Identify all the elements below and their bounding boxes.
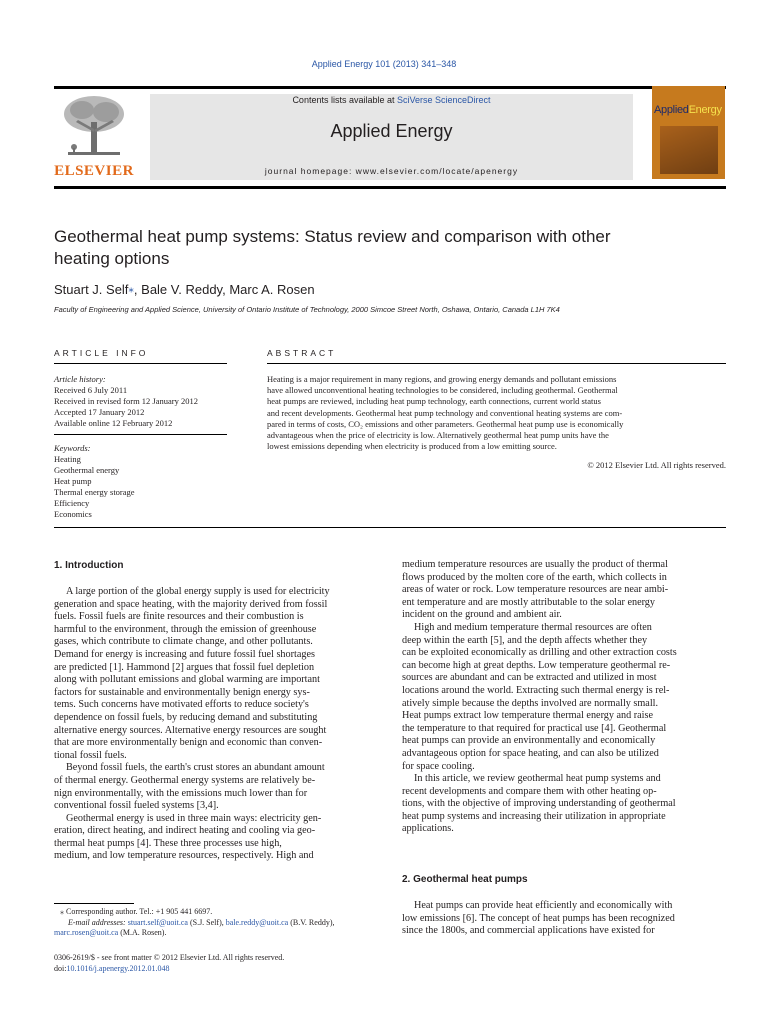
body-line: applications. — [402, 823, 454, 835]
body-line: are predicted [1]. Hammond [2] argues that fossil fuel depletion — [54, 661, 315, 673]
article-history — [54, 374, 234, 429]
body-line: tional fossil fuels. — [54, 749, 127, 761]
body-line: factors for sustainable and environmentally benign energy sys- — [54, 686, 310, 698]
email-link-reddy[interactable]: bale.reddy@uoit.ca — [225, 917, 289, 927]
footnote-rule — [54, 903, 134, 904]
section-2-text — [402, 900, 726, 938]
body-line: Heat pumps can provide heat efficiently and economically with — [414, 900, 673, 911]
keywords-block — [54, 443, 234, 520]
corresponding-author-mark[interactable]: ⁎ — [128, 283, 134, 295]
author-first: Stuart J. Self — [54, 282, 129, 297]
keyword-item: Thermal energy storage — [54, 487, 135, 497]
keywords-rule — [54, 434, 227, 435]
email-label: E-mail addresses: — [68, 917, 126, 927]
body-line: incident on the ground and ambient air. — [402, 609, 562, 621]
history-label: Article history: — [54, 374, 106, 384]
corresponding-author-note: ⁎ Corresponding author. Tel.: +1 905 441 6697. — [60, 907, 213, 916]
abstract-heading: ABSTRACT — [267, 348, 337, 358]
article-info-heading: ARTICLE INFO — [54, 348, 149, 358]
body-line: flows produced by the molten core of the earth, which collects in — [402, 571, 667, 583]
body-line: In this article, we review geothermal heat pump systems and — [414, 773, 661, 785]
body-line: tions, with the objective of improving understanding of geothermal — [402, 798, 676, 810]
abstract-line: have allowed unconventional heating technologies to be considered, including geothermal. Geothermal — [267, 385, 618, 396]
section-1-heading: 1. Introduction — [54, 560, 124, 571]
footnotes — [54, 907, 380, 939]
doi-prefix: doi: — [54, 963, 67, 973]
body-line: A large portion of the global energy supply is used for electricity — [66, 586, 330, 597]
abstract-rule — [267, 363, 726, 364]
article-title-line1: Geothermal heat pump systems: Status review and comparison with other — [54, 227, 611, 246]
history-online: Available online 12 February 2012 — [54, 418, 173, 428]
email-link-self[interactable]: stuart.self@uoit.ca — [127, 917, 188, 927]
body-line: alternative energy sources. Alternative energy resources are sought — [54, 724, 327, 736]
keyword-item: Geothermal energy — [54, 465, 120, 475]
body-line: low emissions [6]. The concept of heat pumps has been recognized — [402, 912, 675, 924]
body-line: advantageous option for space heating, and can also be utilized — [402, 747, 659, 759]
affiliation: Faculty of Engineering and Applied Science, University of Ontario Institute of Technology, 2000 Simcoe Street North, Oshawa, Ontario, Canada L1H 7K4 — [54, 305, 560, 314]
body-line: the temperature to that required for practical use [4]. Geothermal — [402, 722, 667, 734]
body-line: medium, and low temperature resources, respectively. High and — [54, 850, 314, 862]
body-line: tems. Such concerns have motivated efforts to reduce society's — [54, 699, 309, 711]
body-line: since the 1800s, and commercial applications have existed for — [402, 925, 655, 937]
contents-line — [150, 95, 633, 105]
journal-title: Applied Energy — [330, 121, 453, 141]
body-line: High and medium temperature thermal resources are often — [414, 621, 652, 633]
cover-title-applied: Applied — [654, 104, 689, 116]
history-accepted: Accepted 17 January 2012 — [54, 407, 145, 417]
body-line: sources are abundant and can be extracted and utilized in most — [402, 672, 657, 684]
abstract-line: and recent developments. Geothermal heat pump technology and conventional heating systems are com- — [267, 407, 623, 418]
body-line: for space cooling. — [402, 760, 475, 772]
body-line: Geothermal energy is used in three main ways: electricity gen- — [66, 812, 322, 824]
issn-line: 0306-2619/$ - see front matter © 2012 Elsevier Ltd. All rights reserved. — [54, 953, 285, 962]
body-line: deep within the earth [5], and the depth affects whether they — [402, 634, 648, 646]
body-line: Demand for energy is increasing and future fossil fuel shortages — [54, 648, 315, 660]
body-line: locations around the world. Extracting such thermal energy is rel- — [402, 684, 670, 696]
body-line: recent developments and compare them with other heating op- — [402, 785, 657, 797]
body-line: Beyond fossil fuels, the earth's crust stores an abundant amount — [66, 762, 325, 774]
section-2-heading: 2. Geothermal heat pumps — [402, 874, 528, 885]
abstract-line: advantageous when the price of electricity is low. Alternatively geothermal heat pump units have the — [267, 430, 609, 441]
issn-block — [54, 953, 384, 974]
keyword-item: Efficiency — [54, 498, 90, 508]
doi-link[interactable]: 10.1016/j.apenergy.2012.01.048 — [66, 963, 170, 973]
body-line: conventional fossil fueled systems [3,4]. — [54, 800, 219, 812]
article-title — [54, 226, 694, 270]
author-rest: , Bale V. Reddy, Marc A. Rosen — [133, 282, 315, 297]
cover-title-energy: Energy — [688, 104, 722, 116]
body-line: ent temperature and are mostly attributable to the solar energy — [402, 596, 655, 608]
keyword-item: Economics — [54, 509, 92, 519]
elsevier-tree-logo — [54, 92, 134, 162]
abstract-line: lowest emissions depending when electricity is produced from a low emitting source. — [267, 441, 557, 452]
history-received: Received 6 July 2011 — [54, 385, 128, 395]
abstract-line: Heating is a major requirement in many regions, and growing energy demands and pollutant emissions — [267, 374, 617, 384]
email-owner: (M.A. Rosen). — [118, 928, 167, 937]
header-bottom-rule — [54, 186, 726, 189]
body-line: eration, direct heating, and indirect heating and cooling via geo- — [54, 825, 316, 837]
keyword-item: Heating — [54, 454, 81, 464]
body-line: along with pollutant emissions and global warming are important — [54, 674, 320, 686]
body-line: areas of water or rock. Low temperature resources are near ambi- — [402, 584, 669, 596]
body-line: Heat pumps extract low temperature thermal energy and raise — [402, 710, 654, 722]
article-title-line2: heating options — [54, 249, 170, 268]
body-line: dependence on fossil fuels, by reducing demand and substituting — [54, 711, 318, 723]
body-line: medium temperature resources are usually the product of thermal — [402, 559, 668, 570]
left-column-text — [54, 586, 378, 863]
body-line: can become high at great depths. Low temperature geothermal re- — [402, 659, 671, 671]
body-line: nign environmentally, with the emissions much lower than for — [54, 787, 308, 799]
email-owner: (S.J. Self), — [187, 917, 226, 927]
body-line: heat pump systems and increasing their utilization in appropriate — [402, 810, 666, 822]
body-line: thermal heat pumps [4]. These three processes use high, — [54, 837, 282, 849]
body-line: of thermal energy. Geothermal energy systems are relatively be- — [54, 774, 316, 786]
journal-reference[interactable]: Applied Energy 101 (2013) 341–348 — [311, 59, 457, 69]
front-matter-rule — [54, 527, 726, 528]
cover-image — [660, 126, 718, 174]
body-line: atively simple because the depths involved are normally small. — [402, 697, 659, 709]
article-info-rule — [54, 363, 227, 364]
abstract-text — [267, 374, 726, 452]
top-rule — [54, 86, 726, 89]
history-revised: Received in revised form 12 January 2012 — [54, 396, 198, 406]
body-line: gases, which contribute to climate change, and other pollutants. — [54, 636, 313, 648]
cover-title — [654, 104, 724, 116]
body-line: heat pumps can provide an environmentally and economically — [402, 735, 656, 747]
abstract-copyright: © 2012 Elsevier Ltd. All rights reserved. — [587, 460, 726, 470]
body-line: generation and space heating, with the majority derived from fossil — [54, 598, 328, 610]
abstract-line: pared in terms of costs, CO₂ emissions and other parameters. Geothermal heat pump use is economically — [267, 418, 624, 429]
body-line: that are more environmentally benign and economic than conven- — [54, 737, 323, 749]
sciencedirect-link[interactable]: SciVerse ScienceDirect — [397, 95, 491, 105]
body-line: fuels. Fossil fuels are finite resources and their combustion is — [54, 611, 304, 623]
contents-prefix: Contents lists available at — [292, 95, 397, 105]
journal-homepage[interactable]: journal homepage: www.elsevier.com/locate/apenergy — [264, 166, 519, 176]
author-list — [54, 282, 315, 297]
keyword-item: Heat pump — [54, 476, 92, 486]
email-owner: (B.V. Reddy), — [288, 917, 335, 927]
body-line: can be exploited economically as drilling and other extraction costs — [402, 647, 677, 659]
email-link-rosen[interactable]: marc.rosen@uoit.ca — [54, 928, 119, 937]
publisher-logo-text: ELSEVIER — [54, 163, 134, 179]
keywords-label: Keywords: — [54, 443, 91, 453]
right-column-text — [402, 559, 726, 836]
body-line: harmful to the environment, through the emission of greenhouse — [54, 623, 317, 635]
abstract-line: heat pumps are reviewed, including heat pump technology, earth connections, current world status — [267, 396, 601, 407]
